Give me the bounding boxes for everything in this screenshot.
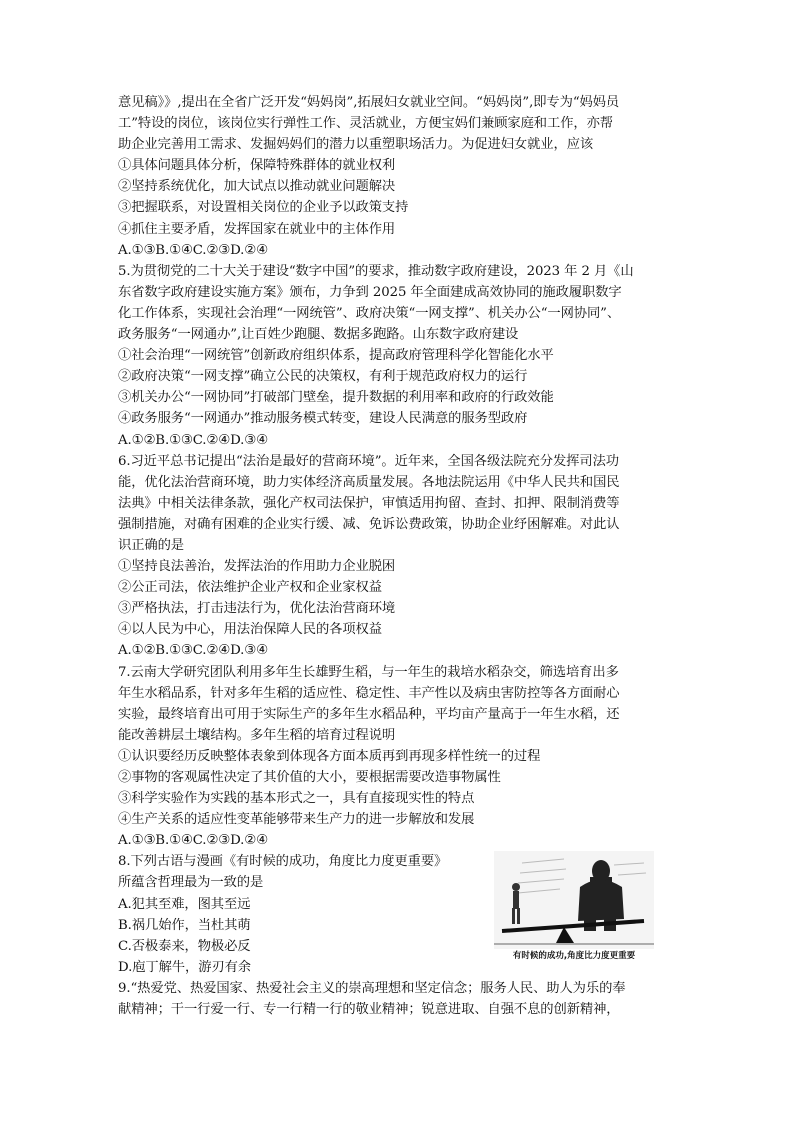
q8-line-2: 所蕴含哲理最为一致的是 (118, 875, 264, 891)
q6-option-2: ②公正司法，依法维护企业产权和企业家权益 (118, 580, 382, 596)
q9-line-2: 献精神；干一行爱一行、专一行精一行的敬业精神；锐意进取、自强不息的创新精神， (118, 1002, 620, 1018)
q8-line-1: 8.下列古语与漫画《有时候的成功，角度比力度更重要》 (118, 854, 448, 870)
q7-option-4: ④生产关系的适应性变革能够带来生产力的进一步解放和发展 (118, 812, 475, 828)
question-6-options (118, 556, 684, 661)
q4-option-3: ③把握联系，对设置相关岗位的企业予以政策支持 (118, 200, 409, 216)
q7-line-2: 年生水稻品系，针对多年生稻的适应性、稳定性、丰产性以及病虫害防控等各方面耐心 (118, 685, 620, 701)
q5-option-1: ①社会治理“一网统管”创新政府组织体系，提高政府管理科学化智能化水平 (118, 348, 554, 364)
question-5-options (118, 345, 684, 450)
q4-choices: A.①③B.①④C.②③D.②④ (118, 242, 268, 258)
q6-line-1: 6.习近平总书记提出“法治是最好的营商环境”。近年来，全国各级法院充分发挥司法功 (118, 453, 619, 469)
q7-option-2: ②事物的客观属性决定了其价值的大小，要根据需要改造事物属性 (118, 770, 501, 785)
q4-line-1: 意见稿》》,提出在全省广泛开发“妈妈岗”,拓展妇女就业空间。“妈妈岗”,即专为“妈妈员 (118, 95, 620, 110)
q6-line-3: 法典》中相关法律条款，强化产权司法保护，审慎适用拘留、查封、扣押、限制消费等 (118, 495, 620, 511)
q6-line-2: 能，优化法治营商环境，助力实体经济高质量发展。各地法院运用《中华人民共和国民 (118, 474, 620, 490)
question-6-stem (118, 451, 684, 556)
q6-option-1: ①坚持良法善治，发挥法治的作用助力企业脱困 (118, 559, 396, 575)
q5-line-2: 东省数字政府建设实施方案》颁布，力争到 2025 年全面建成高效协同的施政履职数字 (118, 284, 622, 300)
q7-choices: A.①③B.①④C.②③D.②④ (118, 833, 268, 849)
q9-line-1: 9.“热爱党、热爱国家、热爱社会主义的崇高理想和坚定信念；服务人民、助人为乐的奉 (118, 980, 626, 996)
q8-option-b: B.祸几始作，当杜其萌 (118, 917, 251, 933)
q4-option-2: ②坚持系统优化，加大试点以推动就业问题解决 (118, 179, 396, 195)
q6-line-4: 强制措施，对确有困难的企业实行缓、减、免诉讼费政策，协助企业纾困解难。对此认 (118, 516, 620, 532)
q6-option-3: ③严格执法，打击违法行为，优化法治营商环境 (118, 601, 396, 617)
question-8 (118, 851, 684, 978)
question-5-stem (118, 261, 684, 345)
q5-line-4: 政务服务“一网通办”,让百姓少跑腿、数据多跑路。山东数字政府建设 (118, 327, 519, 343)
q8-option-c: C.否极泰来，物极必反 (118, 938, 251, 954)
question-7-options (118, 746, 684, 851)
q6-option-4: ④以人民为中心，用法治保障人民的各项权益 (118, 622, 382, 638)
q5-option-3: ③机关办公“一网协同”打破部门壁垒，提升数据的利用率和政府的行政效能 (118, 390, 554, 406)
seesaw-cartoon-image (494, 851, 654, 961)
cartoon-caption: 有时候的成功,角度比力度更重要 (512, 951, 636, 962)
q7-line-1: 7.云南大学研究团队利用多年生长雄野生稻，与一年生的栽培水稻杂交，筛选培育出多 (118, 664, 619, 680)
exam-page (118, 92, 684, 1020)
q5-line-1: 5.为贯彻党的二十大关于建设“数字中国”的要求，推动数字政府建设，2023 年 2 月《山 (118, 263, 634, 279)
q4-option-4: ④抓住主要矛盾，发挥国家在就业中的主体作用 (118, 221, 396, 237)
q5-choices: A.①②B.①③C.②④D.③④ (118, 432, 268, 448)
q5-option-4: ④政务服务“一网通办”推动服务模式转变，建设人民满意的服务型政府 (118, 411, 528, 427)
q4-option-1: ①具体问题具体分析，保障特殊群体的就业权利 (118, 158, 396, 174)
seesaw-cartoon-illustration (494, 851, 654, 949)
q7-option-3: ③科学实验作为实践的基本形式之一，具有直接现实性的特点 (118, 791, 475, 807)
q8-option-a: A.犯其至难，图其至远 (118, 896, 251, 912)
q5-option-2: ②政府决策“一网支撑”确立公民的决策权，有利于规范政府权力的运行 (118, 369, 528, 385)
q7-line-3: 实验，最终培育出可用于实际生产的多年生水稻品种，平均亩产量高于一年生水稻，还 (118, 706, 620, 722)
q6-choices: A.①②B.①③C.②④D.③④ (118, 643, 268, 659)
q4-line-3: 助企业完善用工需求、发掘妈妈们的潜力以重塑职场活力。为促进妇女就业，应该 (118, 137, 594, 153)
q6-line-5: 识正确的是 (118, 537, 184, 553)
q5-line-3: 化工作体系，实现社会治理“一网统管”、政府决策“一网支撑”、机关办公“一网协同”、 (118, 305, 621, 321)
question-7-stem (118, 662, 684, 746)
q8-option-d: D.庖丁解牛，游刃有余 (118, 959, 251, 975)
question-4-options (118, 155, 684, 260)
q7-option-1: ①认识要经历反映整体表象到体现各方面本质再到再现多样性统一的过程 (118, 748, 541, 764)
question-9-stem (118, 978, 684, 1020)
q7-line-4: 能改善耕层土壤结构。多年生稻的培育过程说明 (118, 727, 396, 743)
question-4-stem (118, 92, 684, 155)
q4-line-2: 工”特设的岗位，该岗位实行弹性工作、灵活就业，方便宝妈们兼顾家庭和工作，亦帮 (118, 116, 613, 132)
